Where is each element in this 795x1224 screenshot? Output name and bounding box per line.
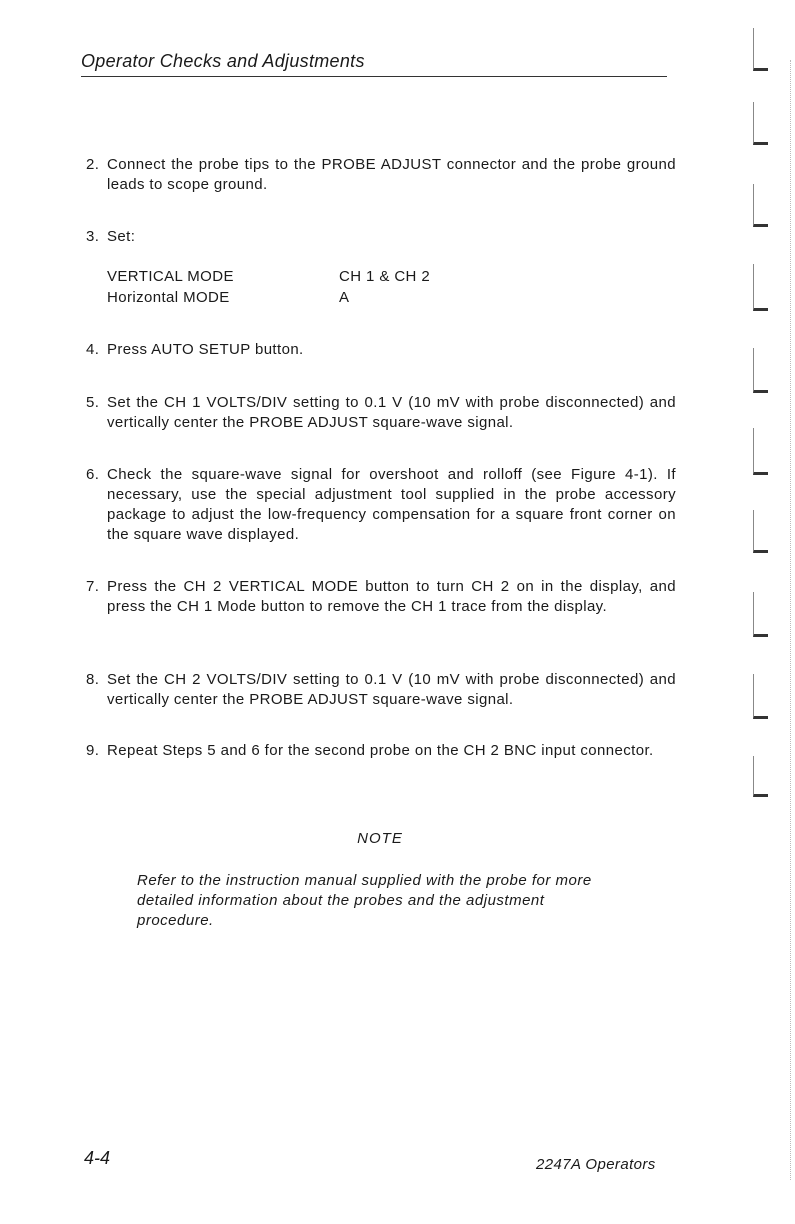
step-text: Press the CH 2 VERTICAL MODE button to turn CH 2 on in the display, and press the CH 1 Mode button to remove the CH 1 trace from the display.	[107, 578, 676, 615]
step-number: 7.	[86, 578, 100, 595]
step-text: Set the CH 2 VOLTS/DIV setting to 0.1 V (10 mV with probe disconnected) and vertically center the PROBE ADJUST square-wave signal.	[107, 671, 676, 708]
setting-label: VERTICAL MODE	[107, 268, 234, 285]
section-tab	[753, 348, 768, 393]
step-item	[86, 393, 676, 433]
step-item	[86, 465, 676, 545]
step-text: Set:	[107, 228, 136, 245]
step-number: 2.	[86, 156, 100, 173]
footer-manual-title: 2247A Operators	[536, 1156, 656, 1173]
step-text: Check the square-wave signal for overshoot and rolloff (see Figure 4-1). If necessary, use the special adjustment tool supplied in the probe accessory package to adjust the low-frequency compensation for a square front corner on the square wave displayed.	[107, 466, 676, 543]
setting-value: CH 1 & CH 2	[339, 268, 431, 285]
note-text: Refer to the instruction manual supplied with the probe for more detailed information about the probes and the adjustment procedure.	[137, 872, 592, 929]
step-number: 8.	[86, 671, 100, 688]
section-tab	[753, 28, 768, 71]
section-tab	[753, 264, 768, 311]
section-tab	[753, 674, 768, 719]
step-item	[86, 227, 676, 247]
page-edge-line	[790, 60, 791, 1180]
step-text: Repeat Steps 5 and 6 for the second probe on the CH 2 BNC input connector.	[107, 742, 654, 759]
step-number: 9.	[86, 742, 100, 759]
header-rule	[81, 76, 667, 77]
step-item	[86, 340, 676, 360]
section-tab	[753, 592, 768, 637]
setting-value: A	[339, 289, 350, 306]
section-tab	[753, 756, 768, 797]
setting-row	[107, 287, 430, 308]
section-tab	[753, 102, 768, 145]
step-number: 5.	[86, 394, 100, 411]
step-item	[86, 741, 676, 761]
step-number: 4.	[86, 341, 100, 358]
section-tab	[753, 184, 768, 227]
settings-list	[107, 266, 430, 308]
page-header-title: Operator Checks and Adjustments	[81, 51, 365, 71]
section-tab-markers	[745, 20, 795, 1224]
step-text: Press AUTO SETUP button.	[107, 341, 304, 358]
step-text: Set the CH 1 VOLTS/DIV setting to 0.1 V (10 mV with probe disconnected) and vertically center the PROBE ADJUST square-wave signal.	[107, 394, 676, 431]
step-item	[86, 577, 676, 617]
note-heading: NOTE	[357, 830, 403, 847]
section-tab	[753, 428, 768, 475]
step-number: 6.	[86, 466, 100, 483]
section-tab	[753, 510, 768, 553]
step-item	[86, 155, 676, 195]
step-item	[86, 670, 676, 710]
step-text: Connect the probe tips to the PROBE ADJUST connector and the probe ground leads to scope ground.	[107, 156, 676, 193]
setting-row	[107, 266, 430, 287]
step-number: 3.	[86, 228, 100, 245]
footer-page-number: 4-4	[84, 1148, 111, 1168]
setting-label: Horizontal MODE	[107, 289, 230, 306]
